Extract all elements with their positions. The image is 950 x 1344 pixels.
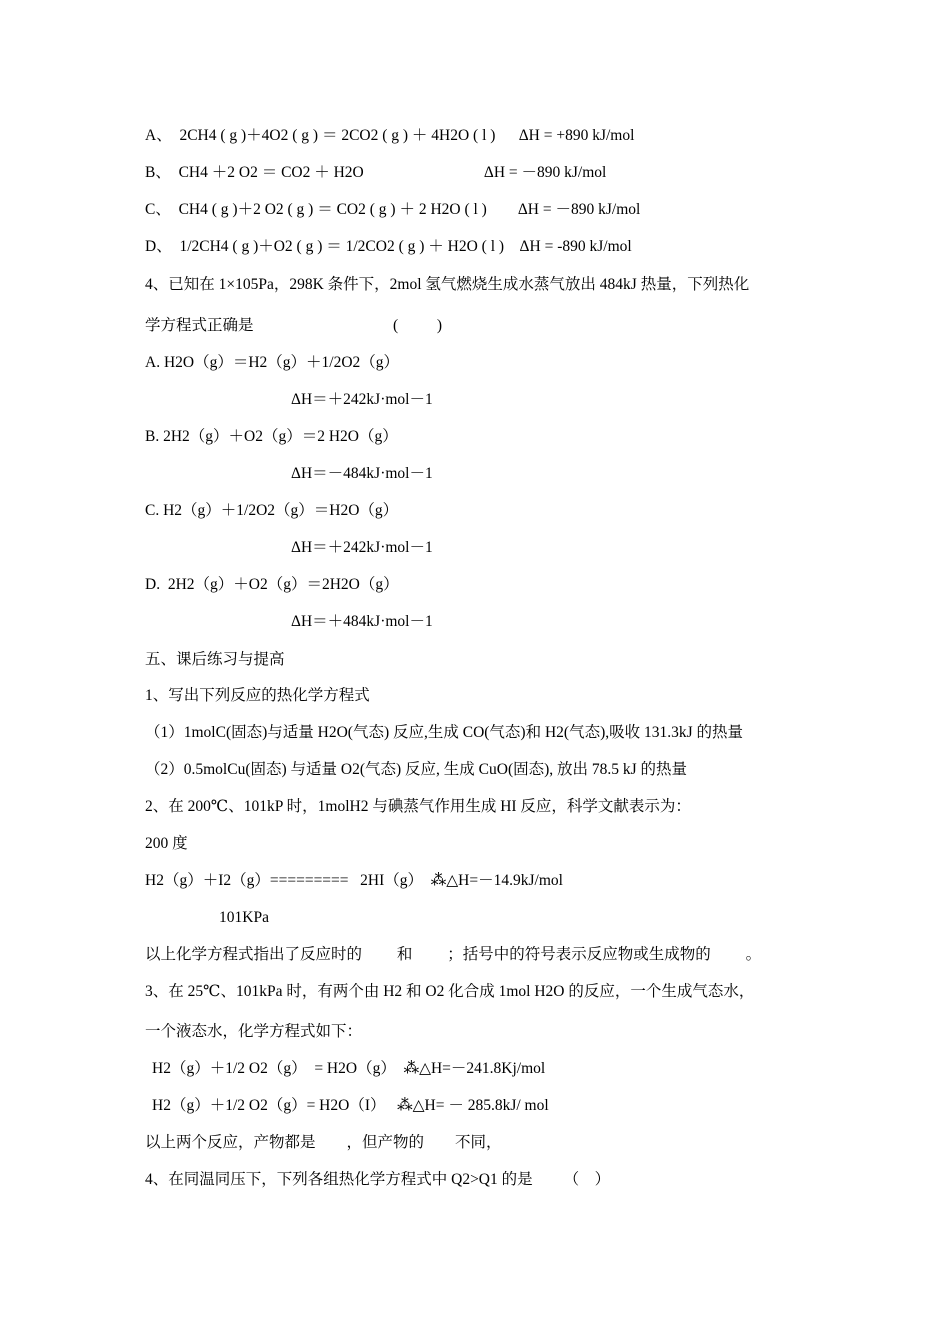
q4-option-b: B. 2H2（g）＋O2（g）＝2 H2O（g）: [145, 428, 398, 445]
fill-blank-line-2: 以上两个反应，产物都是 ，但产物的 不同，: [145, 1134, 502, 1151]
option-b-line: B、 CH4 ＋2 O2 ＝ CO2 ＋ H2O ΔH = －890 kJ/mol: [145, 164, 607, 181]
q4-option-d: D. 2H2（g）＋O2（g）＝2H2O（g）: [145, 576, 399, 593]
exercise-1-item-2: （2）0.5molCu(固态) 与适量 O2(气态) 反应, 生成 CuO(固态), 放出 78.5 kJ 的热量: [145, 761, 688, 778]
reaction-equation: H2（g）＋I2（g）========= 2HI（g） ⁂△H=－14.9kJ/mol: [145, 872, 563, 889]
reaction-condition-pressure: 101KPa: [219, 909, 269, 926]
question-4-line-1: 4、已知在 1×105Pa，298K 条件下，2mol 氢气燃烧生成水蒸气放出 484kJ 热量，下列热化: [145, 276, 750, 293]
exercise-3-line-2: 一个液态水，化学方程式如下：: [145, 1023, 363, 1040]
q4-option-c-dh: ΔH＝＋242kJ·mol－1: [291, 539, 433, 556]
exercise-3-line-1: 3、在 25℃、101kPa 时，有两个由 H2 和 O2 化合成 1mol H2O 的反应，一个生成气态水，: [145, 983, 755, 1000]
exercise-4-line: 4、在同温同压下，下列各组热化学方程式中 Q2>Q1 的是 （ ）: [145, 1171, 611, 1188]
exercise-1-line: 1、写出下列反应的热化学方程式: [145, 687, 370, 704]
q4-option-c: C. H2（g）＋1/2O2（g）＝H2O（g）: [145, 502, 399, 519]
q4-option-a-dh: ΔH＝＋242kJ·mol－1: [291, 391, 433, 408]
q4-option-b-dh: ΔH＝－484kJ·mol－1: [291, 465, 433, 482]
fill-blank-line: 以上化学方程式指出了反应时的 和 ；括号中的符号表示反应物或生成物的 。: [145, 946, 762, 963]
exercise-2-line: 2、在 200℃、101kP 时，1molH2 与碘蒸气作用生成 HI 反应，科学文献表示为：: [145, 798, 691, 815]
question-4-line-2: 学方程式正确是 ( ): [145, 317, 443, 334]
section-heading: 五、课后练习与提高: [145, 651, 285, 668]
q4-option-a: A. H2O（g）＝H2（g）＋1/2O2（g）: [145, 354, 400, 371]
reaction-condition-temp: 200 度: [145, 835, 188, 852]
option-a-line: A、 2CH4 ( g )＋4O2 ( g ) ＝ 2CO2 ( g ) ＋ 4H2O ( l ) ΔH = +890 kJ/mol: [145, 127, 635, 144]
equation-liquid-water: H2（g）＋1/2 O2（g）= H2O（I） ⁂△H= － 285.8kJ/ mol: [152, 1097, 549, 1114]
q4-option-d-dh: ΔH＝＋484kJ·mol－1: [291, 613, 433, 630]
exercise-1-item-1: （1）1molC(固态)与适量 H2O(气态) 反应,生成 CO(气态)和 H2(气态),吸收 131.3kJ 的热量: [145, 724, 744, 741]
option-d-line: D、 1/2CH4 ( g )＋O2 ( g ) ＝ 1/2CO2 ( g ) ＋ H2O ( l ) ΔH = -890 kJ/mol: [145, 238, 632, 255]
equation-gas-water: H2（g）＋1/2 O2（g） = H2O（g） ⁂△H=－241.8Kj/mol: [152, 1060, 546, 1077]
option-c-line: C、 CH4 ( g )＋2 O2 ( g ) ＝ CO2 ( g ) ＋ 2 H2O ( l ) ΔH = －890 kJ/mol: [145, 201, 641, 218]
